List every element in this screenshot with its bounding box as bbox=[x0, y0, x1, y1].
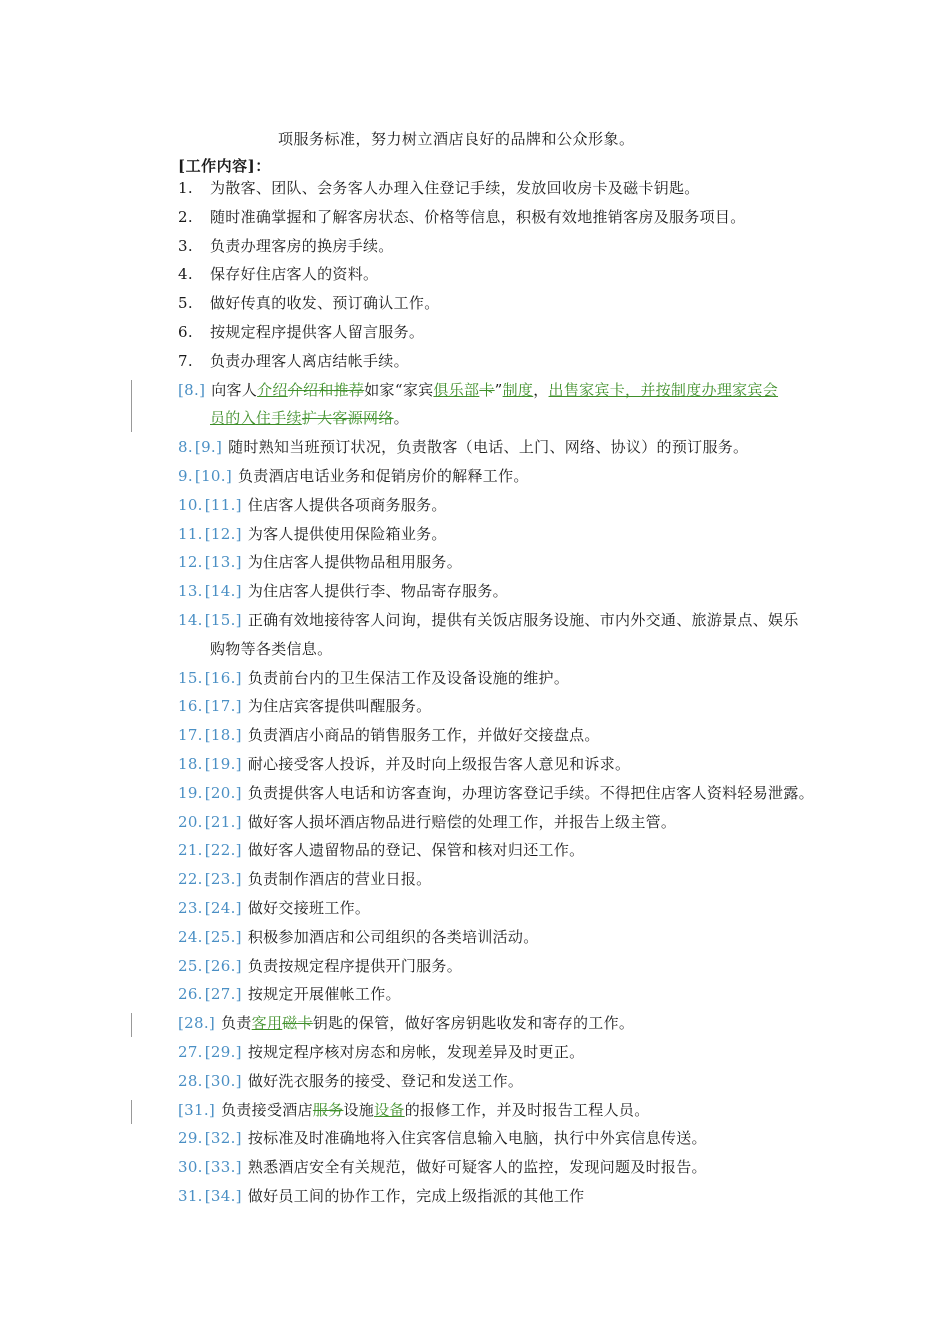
list-item bbox=[0, 692, 950, 721]
old-item-number: [30.] bbox=[204, 1071, 242, 1090]
deleted-text: 介绍和推荐 bbox=[287, 380, 365, 399]
old-item-number: [27.] bbox=[204, 985, 242, 1004]
old-item-number: [24.] bbox=[204, 898, 242, 917]
list-item bbox=[0, 894, 950, 923]
old-item-number: [8.] bbox=[178, 380, 206, 399]
old-item-number: [29.] bbox=[204, 1042, 242, 1061]
old-item-number: [22.] bbox=[204, 841, 242, 860]
list-item bbox=[0, 923, 950, 952]
list-item-tracked bbox=[0, 376, 950, 434]
item-number: 10. bbox=[178, 495, 203, 514]
item-text: 按规定程序核对房态和房帐，发现差异及时更正。 bbox=[247, 1042, 585, 1061]
item-number: 17. bbox=[178, 726, 203, 745]
job-duties-list bbox=[0, 174, 950, 1211]
item-number: 11. bbox=[178, 524, 203, 543]
item-text: 负责办理客房的换房手续。 bbox=[210, 236, 394, 255]
list-item bbox=[0, 750, 950, 779]
item-text: 负责前台内的卫生保洁工作及设备设施的维护。 bbox=[247, 668, 570, 687]
item-text: 积极参加酒店和公司组织的各类培训活动。 bbox=[247, 927, 539, 946]
item-number: 15. bbox=[178, 668, 203, 687]
old-item-number: [34.] bbox=[204, 1186, 242, 1205]
inserted-text: 客用 bbox=[251, 1014, 283, 1033]
item-text: 负责接受酒店 bbox=[221, 1100, 313, 1119]
list-item bbox=[0, 1124, 950, 1153]
item-text: 做好交接班工作。 bbox=[247, 898, 371, 917]
item-number: 19. bbox=[178, 783, 203, 802]
item-text: 设施 bbox=[343, 1100, 375, 1119]
section-heading: [工作内容]： bbox=[178, 157, 271, 175]
item-text: 按规定开展催帐工作。 bbox=[247, 985, 401, 1004]
old-item-number: [17.] bbox=[204, 697, 242, 716]
intro-text: 项服务标准，努力树立酒店良好的品牌和公众形象。 bbox=[278, 130, 635, 148]
inserted-text: 介绍 bbox=[257, 380, 288, 399]
item-number: 27. bbox=[178, 1042, 203, 1061]
item-number: 24. bbox=[178, 927, 203, 946]
old-item-number: [28.] bbox=[178, 1014, 216, 1033]
item-text: 保存好住店客人的资料。 bbox=[210, 265, 379, 284]
list-item bbox=[0, 1038, 950, 1067]
item-number: 25. bbox=[178, 956, 203, 975]
list-item bbox=[0, 203, 950, 232]
item-number: 13. bbox=[178, 582, 203, 601]
item-text: 负责按规定程序提供开门服务。 bbox=[247, 956, 463, 975]
change-bar bbox=[131, 380, 132, 432]
old-item-number: [21.] bbox=[204, 812, 242, 831]
old-item-number: [14.] bbox=[204, 582, 242, 601]
list-item bbox=[0, 318, 950, 347]
list-item bbox=[0, 980, 950, 1009]
item-number: 8. bbox=[178, 438, 193, 457]
item-text: 做好洗衣服务的接受、登记和发送工作。 bbox=[247, 1071, 524, 1090]
old-item-number: [13.] bbox=[204, 553, 242, 572]
item-text: 做好客人遗留物品的登记、保管和核对归还工作。 bbox=[247, 841, 585, 860]
item-number: 5. bbox=[178, 294, 193, 313]
old-item-number: [18.] bbox=[204, 726, 242, 745]
old-item-number: [23.] bbox=[204, 870, 242, 889]
list-item bbox=[0, 1182, 950, 1211]
list-item bbox=[0, 779, 950, 808]
item-text: 住店客人提供各项商务服务。 bbox=[247, 495, 447, 514]
list-item bbox=[0, 260, 950, 289]
list-item bbox=[0, 808, 950, 837]
item-number: 16. bbox=[178, 697, 203, 716]
deleted-text: 磁卡 bbox=[282, 1014, 313, 1033]
item-number: 1. bbox=[178, 179, 193, 197]
item-text: 的报修工作，并及时报告工程人员。 bbox=[404, 1100, 650, 1119]
change-bar bbox=[131, 1100, 132, 1124]
old-item-number: [10.] bbox=[194, 466, 232, 485]
list-item bbox=[0, 548, 950, 577]
item-text: 为散客、团队、会务客人办理入住登记手续，发放回收房卡及磁卡钥匙。 bbox=[210, 179, 700, 197]
item-text: 随时准确掌握和了解客房状态、价格等信息，积极有效地推销客房及服务项目。 bbox=[210, 207, 746, 226]
item-text: 为住店客人提供物品租用服务。 bbox=[247, 553, 463, 572]
item-text: 做好员工间的协作工作，完成上级指派的其他工作 bbox=[247, 1186, 585, 1205]
list-item bbox=[0, 1153, 950, 1182]
item-text: 按标准及时准确地将入住宾客信息输入电脑，执行中外宾信息传送。 bbox=[247, 1129, 707, 1148]
list-item bbox=[0, 433, 950, 462]
old-item-number: [12.] bbox=[204, 524, 242, 543]
item-text: 钥匙的保管，做好客房钥匙收发和寄存的工作。 bbox=[312, 1014, 635, 1033]
list-item bbox=[0, 491, 950, 520]
item-number: 4. bbox=[178, 265, 193, 284]
item-number: 30. bbox=[178, 1158, 203, 1177]
item-text: 为住店宾客提供叫醒服务。 bbox=[247, 697, 432, 716]
item-number: 2. bbox=[178, 207, 193, 226]
change-bar bbox=[131, 1013, 132, 1037]
item-continuation bbox=[178, 404, 950, 433]
list-item bbox=[0, 1067, 950, 1096]
inserted-text: 设备 bbox=[374, 1100, 405, 1119]
deleted-text: 卡 bbox=[479, 380, 495, 399]
list-item bbox=[0, 606, 950, 664]
item-text: 如家“家宾 bbox=[364, 380, 434, 399]
old-item-number: [33.] bbox=[204, 1158, 242, 1177]
old-item-number: [16.] bbox=[204, 668, 242, 687]
list-item bbox=[0, 664, 950, 693]
item-continuation: 购物等各类信息。 bbox=[210, 639, 333, 658]
item-text: 负责酒店电话业务和促销房价的解释工作。 bbox=[237, 466, 529, 485]
deleted-text: 服务 bbox=[312, 1100, 344, 1119]
old-item-number: [9.] bbox=[194, 438, 223, 457]
old-item-number: [15.] bbox=[204, 610, 242, 629]
item-text: 。 bbox=[393, 409, 409, 428]
item-text: 为客人提供使用保险箱业务。 bbox=[247, 524, 447, 543]
item-text: 正确有效地接待客人问询，提供有关饭店服务设施、市内外交通、旅游景点、娱乐 bbox=[247, 610, 799, 629]
item-number: 7. bbox=[178, 351, 193, 370]
item-text: 做好传真的收发、预订确认工作。 bbox=[210, 294, 440, 313]
item-number: 12. bbox=[178, 553, 203, 572]
item-number: 23. bbox=[178, 898, 203, 917]
item-text: 为住店客人提供行李、物品寄存服务。 bbox=[247, 582, 508, 601]
item-number: 21. bbox=[178, 841, 203, 860]
list-item bbox=[0, 952, 950, 981]
list-item-tracked bbox=[0, 1096, 950, 1125]
item-number: 26. bbox=[178, 985, 203, 1004]
item-text: 负责办理客人离店结帐手续。 bbox=[210, 351, 409, 370]
item-text: 做好客人损坏酒店物品进行赔偿的处理工作，并报告上级主管。 bbox=[247, 812, 677, 831]
old-item-number: [20.] bbox=[204, 783, 242, 802]
item-text: 负责 bbox=[221, 1014, 252, 1033]
list-item bbox=[0, 462, 950, 491]
old-item-number: [25.] bbox=[204, 927, 242, 946]
list-item bbox=[0, 232, 950, 261]
item-number: 28. bbox=[178, 1071, 203, 1090]
item-text: 按规定程序提供客人留言服务。 bbox=[210, 322, 425, 341]
list-item bbox=[0, 865, 950, 894]
inserted-text: 出售家宾卡，并按制度办理家宾会 bbox=[548, 380, 779, 399]
inserted-text: 制度 bbox=[502, 380, 534, 399]
item-text: 负责提供客人电话和访客查询，办理访客登记手续。不得把住店客人资料轻易泄露。 bbox=[247, 783, 814, 802]
item-number: 31. bbox=[178, 1186, 203, 1205]
item-text: 向客人 bbox=[211, 380, 258, 399]
inserted-text: 俱乐部 bbox=[433, 380, 480, 399]
item-number: 6. bbox=[178, 322, 193, 341]
item-text: 熟悉酒店安全有关规范，做好可疑客人的监控，发现问题及时报告。 bbox=[247, 1158, 707, 1177]
old-item-number: [19.] bbox=[204, 754, 242, 773]
list-item bbox=[0, 520, 950, 549]
item-number: 9. bbox=[178, 466, 193, 485]
list-item bbox=[0, 289, 950, 318]
list-item bbox=[0, 347, 950, 376]
old-item-number: [32.] bbox=[204, 1129, 242, 1148]
old-item-number: [26.] bbox=[204, 956, 242, 975]
list-item bbox=[0, 174, 950, 203]
item-number: 3. bbox=[178, 236, 193, 255]
item-text: 耐心接受客人投诉，并及时向上级报告客人意见和诉求。 bbox=[247, 754, 631, 773]
list-item bbox=[0, 721, 950, 750]
item-number: 18. bbox=[178, 754, 203, 773]
list-item bbox=[0, 577, 950, 606]
item-number: 20. bbox=[178, 812, 203, 831]
item-text: ， bbox=[533, 380, 549, 399]
item-number: 14. bbox=[178, 610, 203, 629]
item-text: ” bbox=[494, 380, 503, 399]
old-item-number: [31.] bbox=[178, 1100, 216, 1119]
item-text: 负责制作酒店的营业日报。 bbox=[247, 870, 432, 889]
item-text: 负责酒店小商品的销售服务工作，并做好交接盘点。 bbox=[247, 726, 600, 745]
list-item-tracked bbox=[0, 1009, 950, 1038]
old-item-number: [11.] bbox=[204, 495, 242, 514]
deleted-text: 扩大客源网络 bbox=[301, 409, 394, 428]
inserted-text: 员的入住手续 bbox=[210, 409, 302, 428]
item-number: 22. bbox=[178, 870, 203, 889]
item-number: 29. bbox=[178, 1129, 203, 1148]
list-item bbox=[0, 836, 950, 865]
item-text: 随时熟知当班预订状况，负责散客（电话、上门、网络、协议）的预订服务。 bbox=[228, 438, 749, 457]
